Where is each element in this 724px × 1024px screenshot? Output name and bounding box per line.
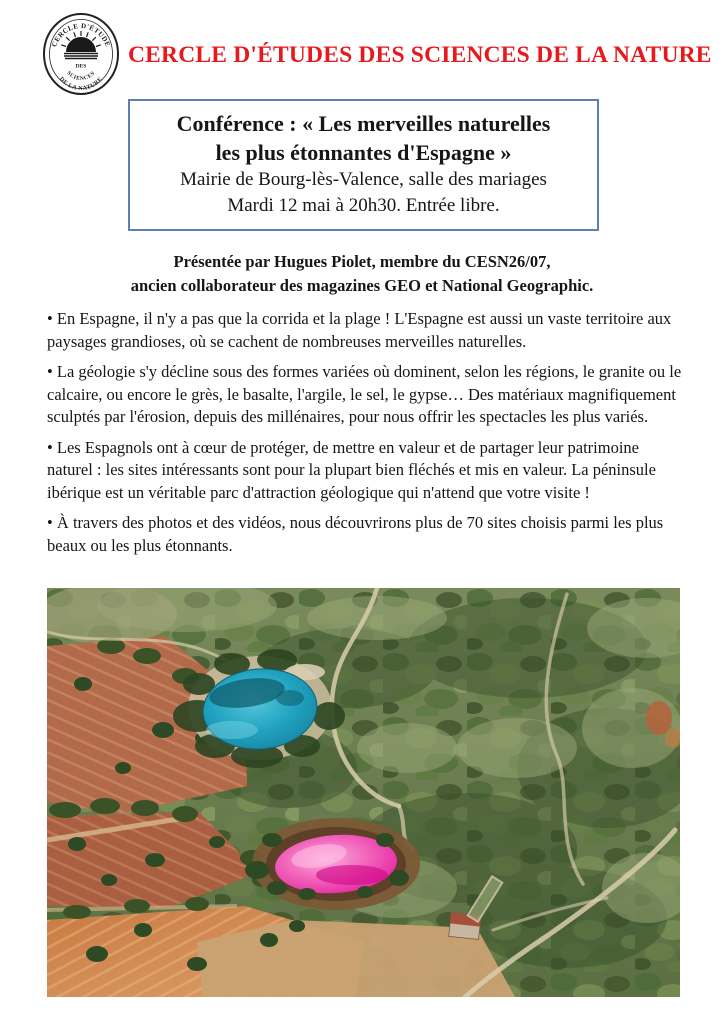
conference-title-line1: Conférence : « Les merveilles naturelles [176,111,551,136]
body-paragraph-2: • La géologie s'y décline sous des formes variées où dominent, selon les régions, le granite ou le calcaire, ou encore le grès, le basalte, l'argile, le sel, le gypse… Des matériaux magnifiquement sculptés par l'érosion, depuis des millénaires, pour nous offrir les spectacles les plus variés. [47,362,682,426]
conference-box [128,99,599,231]
logo-des-text: DES [75,63,87,70]
conference-date: Mardi 12 mai à 20h30. Entrée libre. [227,195,500,216]
body-paragraph-4: • À travers des photos et des vidéos, nous découvrirons plus de 70 sites choisis parmi les plus beaux ou les plus étonnants. [47,513,664,555]
presenter-line1: Présentée par Hugues Piolet, membre du CESN26/07, [173,252,551,271]
body-paragraph-1: • En Espagne, il n'y a pas que la corrida et la plage ! L'Espagne est aussi un vaste territoire aux paysages grandioses, où se cachent de nombreuses merveilles naturelles. [47,309,672,351]
logo-sciences-text: SCIENCES [65,70,97,83]
body-text [47,308,684,565]
association-logo-icon [42,12,120,96]
body-paragraph-3: • Les Espagnols ont à cœur de protéger, de mettre en valeur et de partager leur patrimoine naturel : les sites intéressants sont pour la plupart bien fléchés et mis en valeur. La péninsule ibérique est un véritable parc d'attraction géologique qui n'attend que votre visite ! [47,437,656,502]
conference-venue: Mairie de Bourg-lès-Valence, salle des mariages [180,169,547,190]
logo-arc-top-text: CERCLE D'ÉTUDE [50,21,112,49]
page-title: CERCLE D'ÉTUDES DES SCIENCES DE LA NATURE [128,42,712,68]
conference-title-line2: les plus étonnantes d'Espagne » [215,140,512,165]
logo-bottom-text: DE LA NATURE [57,76,105,93]
aerial-photo [47,588,680,997]
presenter-block [0,250,724,298]
presenter-line2: ancien collaborateur des magazines GEO et National Geographic. [130,276,594,295]
